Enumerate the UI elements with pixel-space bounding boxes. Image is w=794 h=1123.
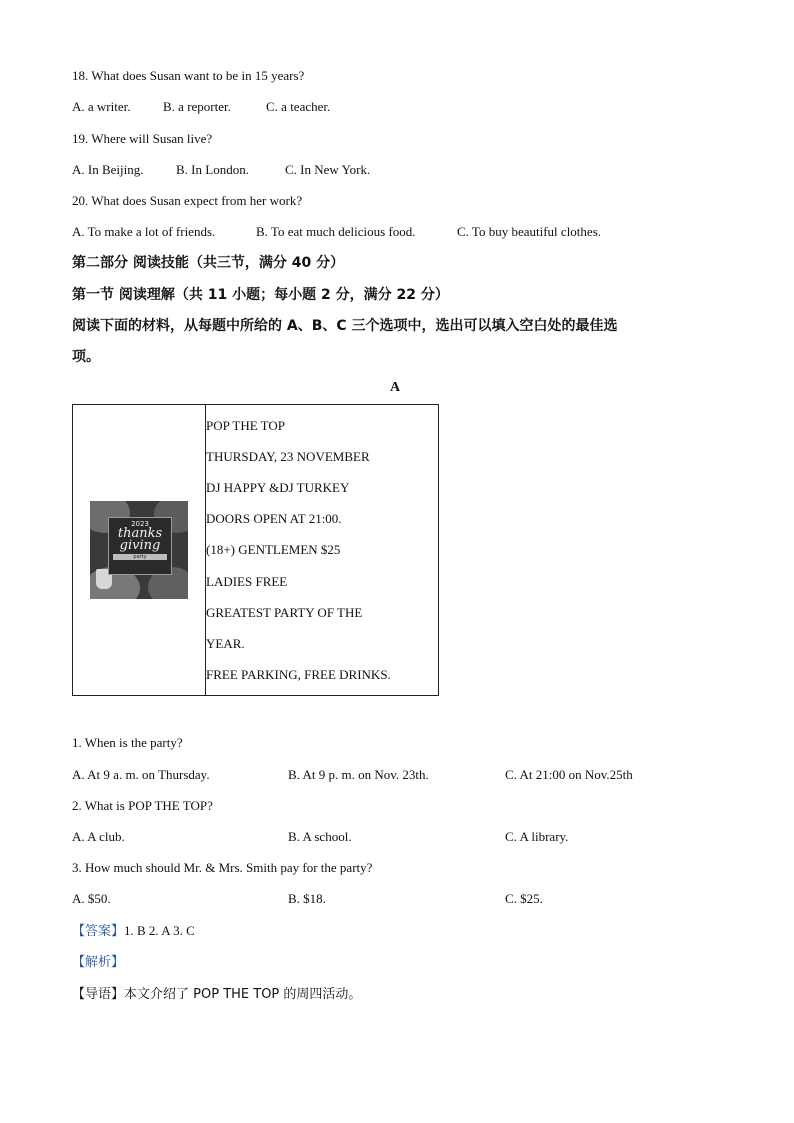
ad-line: YEAR. bbox=[206, 636, 245, 651]
q19-option-c: C. In New York. bbox=[285, 162, 371, 177]
part2-heading: 第二部分 阅读技能（共三节，满分 40 分） bbox=[72, 255, 345, 271]
ad-line: POP THE TOP bbox=[206, 417, 285, 433]
q18-option-b: B. a reporter. bbox=[163, 99, 231, 114]
answer-row bbox=[72, 922, 195, 941]
analysis-row bbox=[72, 953, 124, 972]
poster-year: 2023 bbox=[131, 520, 149, 528]
answer-text: 1. B 2. A 3. C bbox=[124, 923, 195, 938]
ad-table bbox=[72, 404, 439, 696]
analysis-label: 【解析】 bbox=[72, 955, 125, 970]
instruction-line-1: 阅读下面的材料，从每题中所给的 A、B、C 三个选项中，选出可以填入空白处的最佳选 bbox=[72, 318, 618, 334]
question-3: 3. How much should Mr. & Mrs. Smith pay for the party? bbox=[72, 860, 373, 875]
q18-option-c: C. a teacher. bbox=[266, 99, 331, 114]
thanksgiving-poster-image bbox=[90, 501, 188, 599]
question-20: 20. What does Susan expect from her work? bbox=[72, 193, 303, 208]
q20-option-a: A. To make a lot of friends. bbox=[72, 224, 216, 239]
poster-sub: party bbox=[113, 554, 167, 560]
q20-option-c: C. To buy beautiful clothes. bbox=[457, 224, 601, 239]
guide-text: 本文介绍了 POP THE TOP 的周四活动。 bbox=[124, 987, 362, 1002]
guide-row bbox=[72, 985, 361, 1004]
guide-label: 【导语】 bbox=[72, 987, 125, 1002]
ad-line: (18+) GENTLEMEN $25 bbox=[206, 542, 341, 558]
question-2: 2. What is POP THE TOP? bbox=[72, 798, 213, 813]
question-18: 18. What does Susan want to be in 15 years? bbox=[72, 68, 305, 83]
q3-option-a: A. $50. bbox=[72, 891, 111, 906]
q3-option-b: B. $18. bbox=[288, 891, 326, 906]
q1-option-a: A. At 9 a. m. on Thursday. bbox=[72, 767, 210, 782]
question-1: 1. When is the party? bbox=[72, 735, 183, 750]
ad-line: DOORS OPEN AT 21:00. bbox=[206, 511, 342, 527]
poster-script-2: giving bbox=[119, 538, 161, 553]
poster-script-1: thanks bbox=[117, 526, 163, 541]
ad-line: LADIES FREE bbox=[206, 573, 288, 589]
ad-line: FREE PARKING, FREE DRINKS. bbox=[206, 667, 391, 683]
poster-cell bbox=[73, 405, 206, 696]
section1-heading: 第一节 阅读理解（共 11 小题；每小题 2 分，满分 22 分） bbox=[72, 287, 449, 303]
q19-option-b: B. In London. bbox=[176, 162, 249, 177]
q20-option-b: B. To eat much delicious food. bbox=[256, 224, 416, 239]
q3-option-c: C. $25. bbox=[505, 891, 543, 906]
q2-option-a: A. A club. bbox=[72, 829, 125, 844]
q2-option-c: C. A library. bbox=[505, 829, 569, 844]
q1-option-b: B. At 9 p. m. on Nov. 23th. bbox=[288, 767, 429, 782]
instruction-line-2: 项。 bbox=[72, 349, 100, 365]
q19-option-a: A. In Beijing. bbox=[72, 162, 144, 177]
ad-line: DJ HAPPY &DJ TURKEY bbox=[206, 479, 350, 495]
passage-letter: A bbox=[390, 380, 401, 395]
question-19: 19. Where will Susan live? bbox=[72, 131, 213, 146]
ad-text-cell bbox=[206, 405, 439, 696]
q1-option-c: C. At 21:00 on Nov.25th bbox=[505, 767, 633, 782]
answer-label: 【答案】 bbox=[72, 924, 125, 939]
ad-line: THURSDAY, 23 NOVEMBER bbox=[206, 448, 370, 464]
ad-line: GREATEST PARTY OF THE bbox=[206, 604, 363, 620]
poster-panel bbox=[108, 517, 172, 575]
q2-option-b: B. A school. bbox=[288, 829, 352, 844]
q18-option-a: A. a writer. bbox=[72, 99, 131, 114]
